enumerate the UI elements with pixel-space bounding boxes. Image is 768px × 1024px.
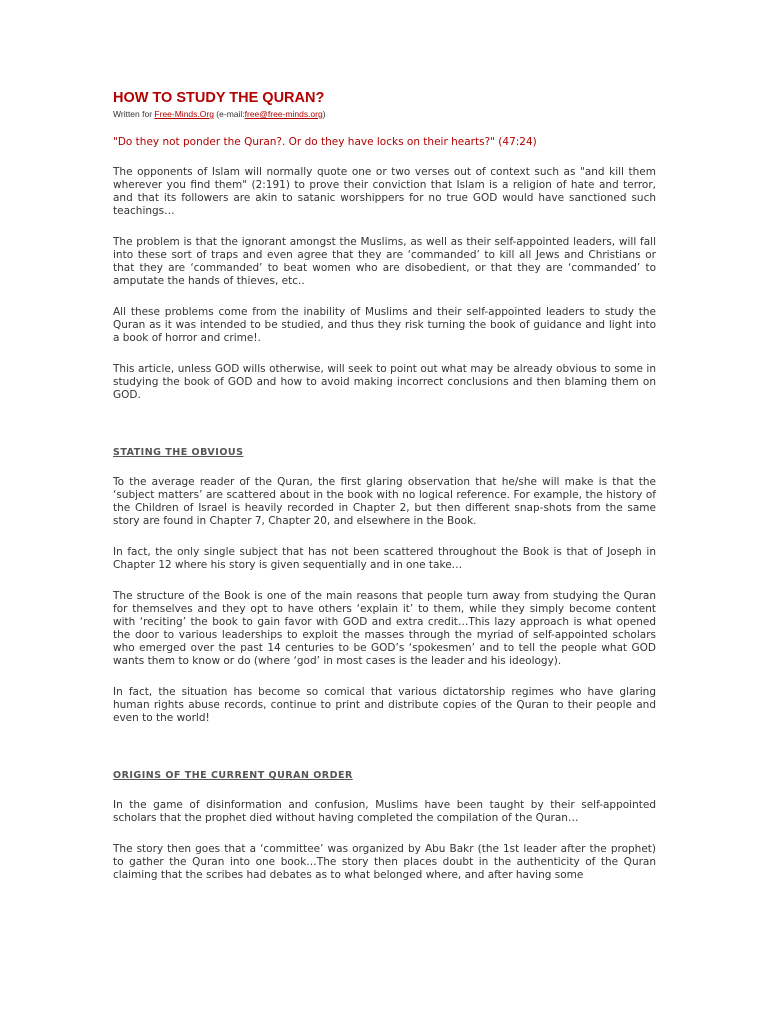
paragraph: The opponents of Islam will normally quote one or two verses out of context such as "and kill them wherever you find them" (2:191) to prove their conviction that Islam is a religion of hate and terror, and that its followers are akin to satanic worshippers for no true GOD would have sanctioned such teachings… [113, 166, 656, 217]
section-heading: STATING THE OBVIOUS [113, 447, 244, 458]
paragraph: In fact, the situation has become so comical that various dictatorship regimes who have glaring human rights abuse records, continue to print and distribute copies of the Quran to their people and even to the world! [113, 686, 656, 724]
paragraph: To the average reader of the Quran, the first glaring observation that he/she will make is that the ‘subject matters’ are scattered about in the book with no logical reference. For example, the history of the Children of Israel is heavily recorded in Chapter 2, but then different snap-shots from the same story are found in Chapter 7, Chapter 20, and elsewhere in the Book. [113, 476, 656, 527]
byline-suffix: ) [322, 109, 326, 119]
byline-email-prefix: (e-mail: [213, 109, 245, 119]
byline [113, 109, 656, 119]
section-heading: ORIGINS OF THE CURRENT QURAN ORDER [113, 770, 353, 781]
paragraph: The story then goes that a ‘committee’ was organized by Abu Bakr (the 1st leader after the prophet) to gather the Quran into one book…The story then places doubt in the authenticity of the Quran claiming that the scribes had debates as to what belonged where, and after having some [113, 843, 656, 881]
paragraph: The structure of the Book is one of the main reasons that people turn away from studying the Quran for themselves and they opt to have others ‘explain it’ to them, while they simply become content with ‘reciting’ the book to gain favor with GOD and extra credit…This lazy approach is what opened the door to various leaderships to exploit the masses through the myriad of self-appointed scholars who emerged over the past 14 centuries to be GOD’s ‘spokesmen’ and to tell the people what GOD wants them to know or do (where ‘god’ in most cases is the leader and his ideology). [113, 590, 656, 667]
site-link[interactable]: Free-Minds.Org [154, 109, 214, 119]
paragraph: In the game of disinformation and confusion, Muslims have been taught by their self-appointed scholars that the prophet died without having completed the compilation of the Quran… [113, 799, 656, 824]
email-link[interactable]: free@free-minds.org [244, 109, 323, 119]
byline-prefix: Written for [113, 109, 155, 119]
paragraph: All these problems come from the inability of Muslims and their self-appointed leaders to study the Quran as it was intended to be studied, and thus they risk turning the book of guidance and light into a book of horror and crime!. [113, 306, 656, 344]
article [113, 90, 656, 882]
paragraph: The problem is that the ignorant amongst the Muslims, as well as their self-appointed leaders, will fall into these sort of traps and even agree that they are ‘commanded’ to kill all Jews and Christians or that they are ‘commanded’ to beat women who are disobedient, or that they are ‘commanded’ to amputate the hands of thieves, etc.. [113, 236, 656, 287]
epigraph-quote: "Do they not ponder the Quran?. Or do they have locks on their hearts?" (47:24) [113, 136, 537, 148]
page-title: HOW TO STUDY THE QURAN? [113, 90, 325, 106]
paragraph: This article, unless GOD wills otherwise, will seek to point out what may be already obvious to some in studying the book of GOD and how to avoid making incorrect conclusions and then blaming them on GOD. [113, 363, 656, 401]
paragraph: In fact, the only single subject that has not been scattered throughout the Book is that of Joseph in Chapter 12 where his story is given sequentially and in one take… [113, 546, 656, 571]
